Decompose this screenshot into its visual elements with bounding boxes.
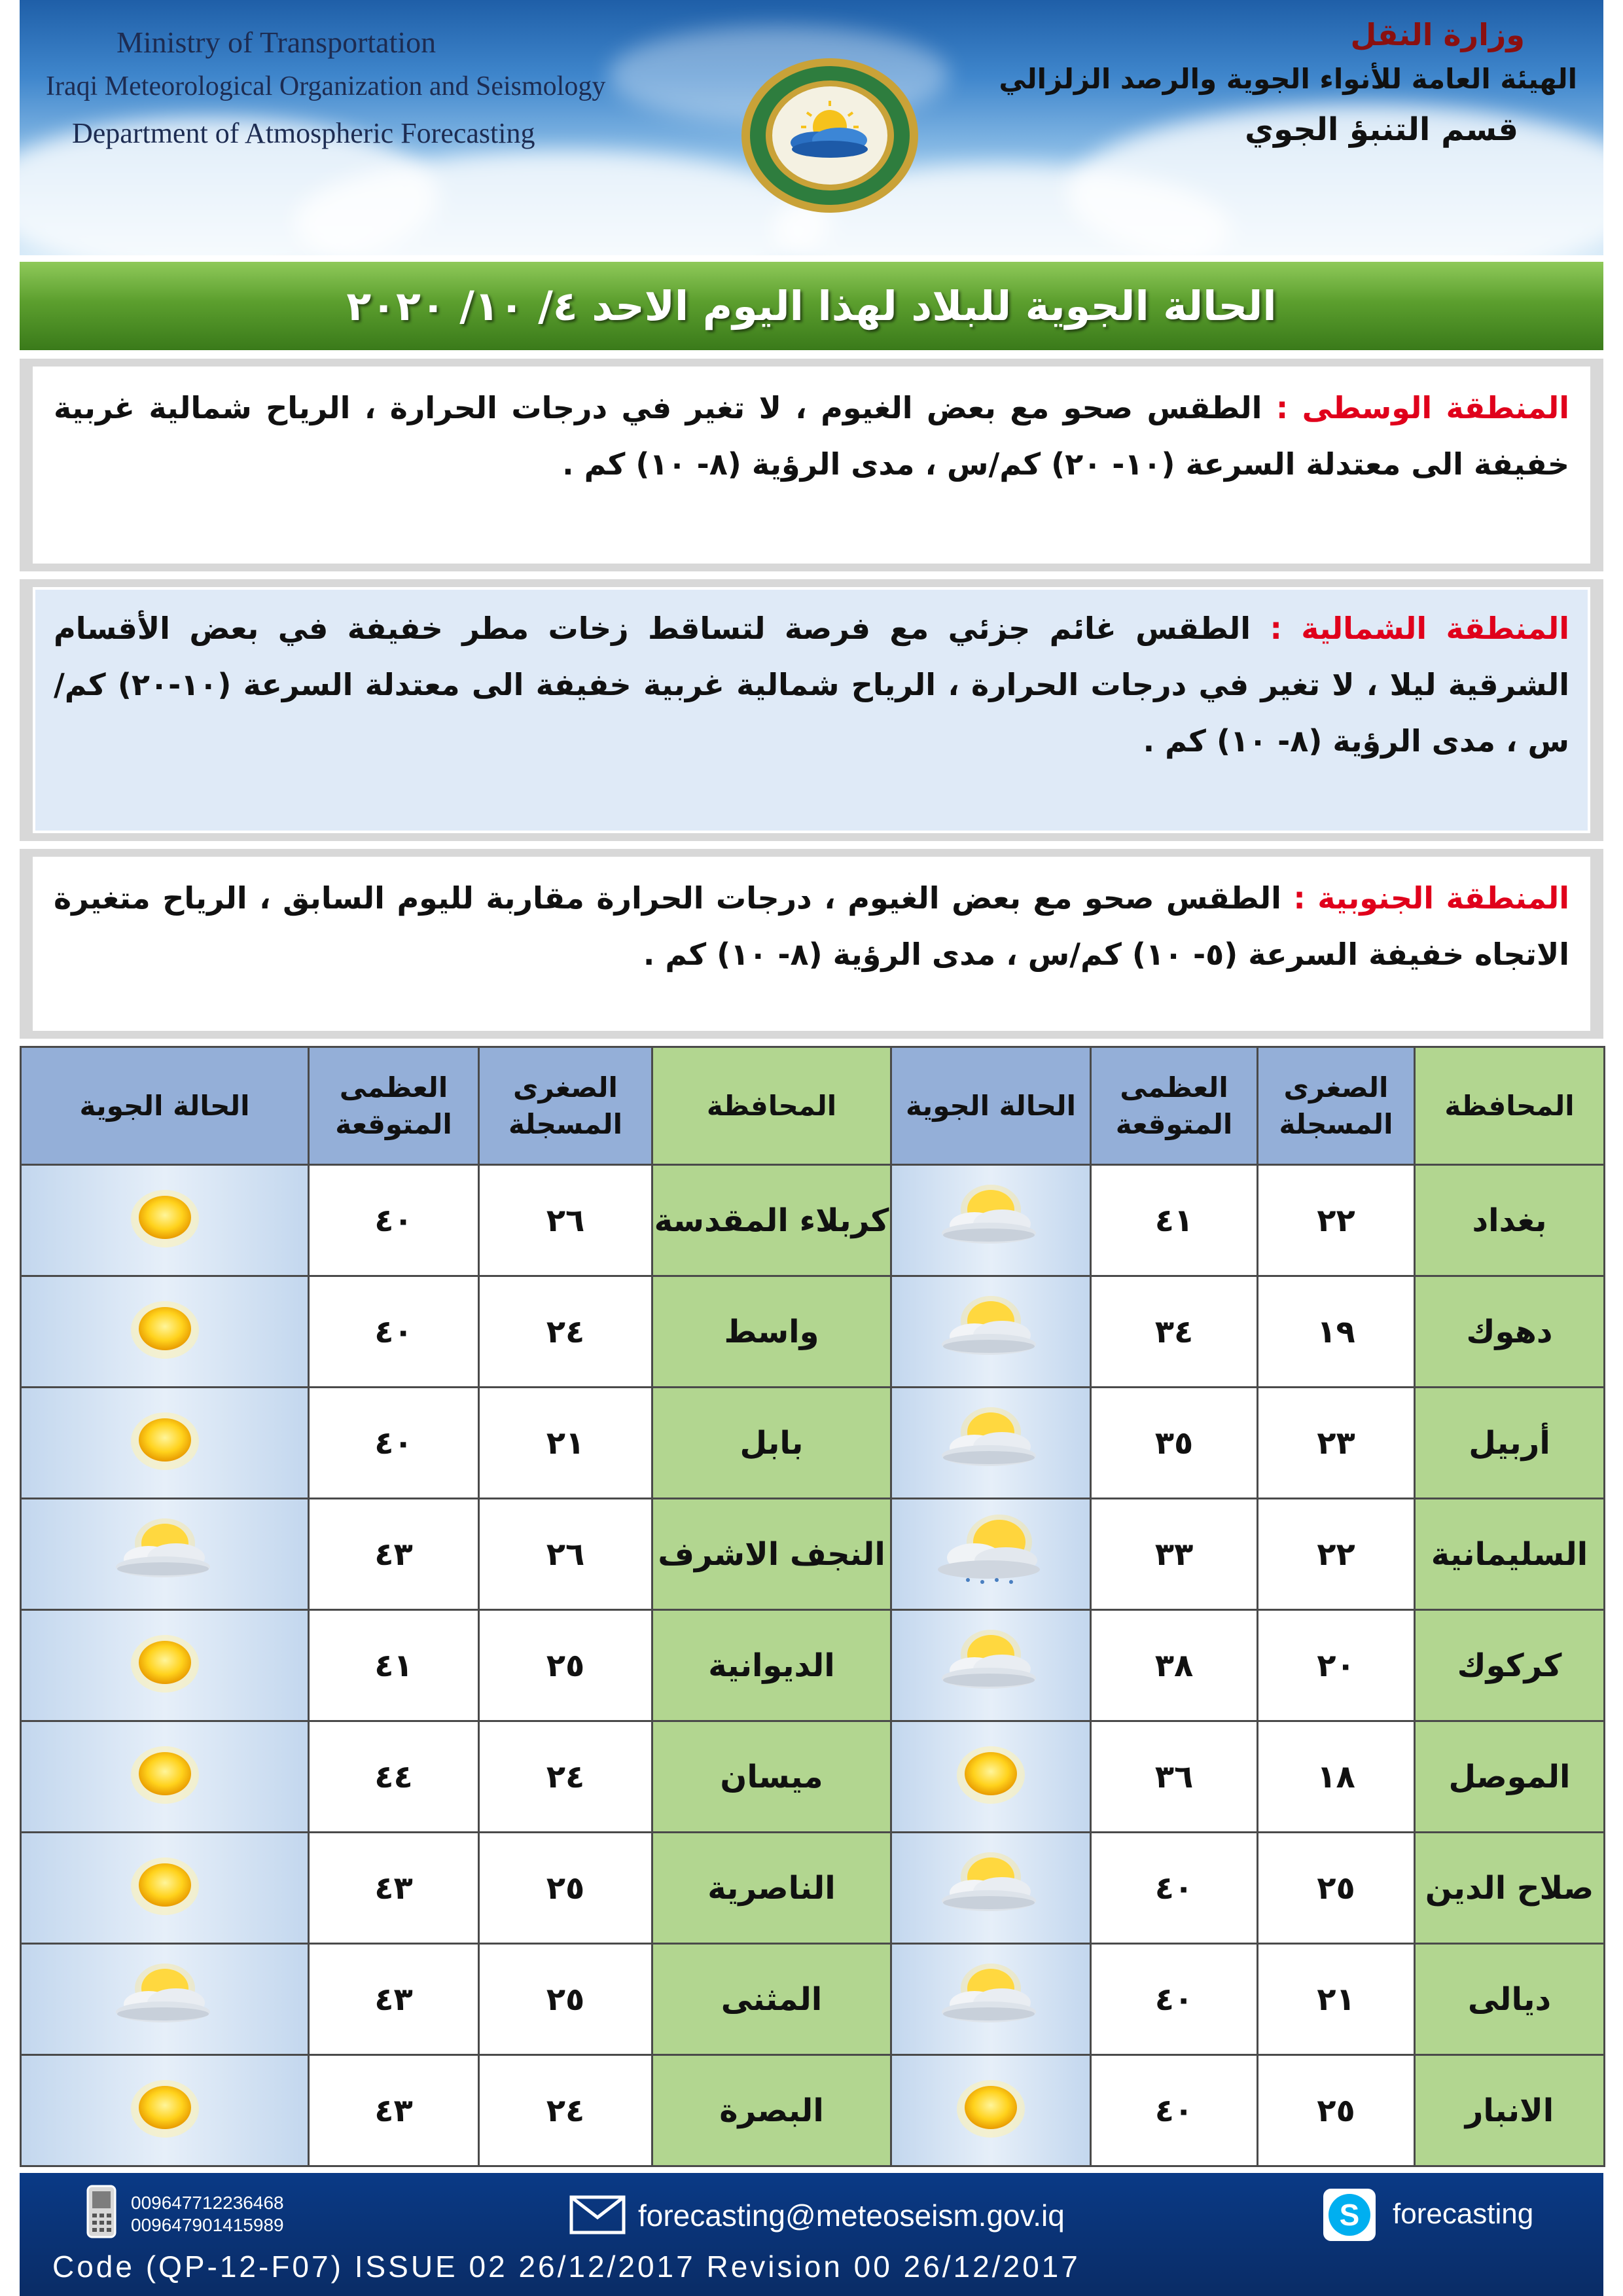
governorate-cell: الموصل [1415, 1721, 1605, 1833]
governorate-cell: السليمانية [1415, 1499, 1605, 1610]
weather-cell [21, 1721, 309, 1833]
header-min-recorded: الصغرى المسجلة [479, 1047, 652, 1165]
phone-icon [85, 2183, 118, 2240]
region-south [20, 849, 1603, 1039]
region-north-name: المنطقة الشمالية : [1270, 611, 1569, 646]
header-ar-ministry: وزارة النقل [1350, 17, 1525, 52]
header-weather: الحالة الجوية [21, 1047, 309, 1165]
weather-cell [891, 1276, 1091, 1388]
weather-cell [891, 1721, 1091, 1833]
title-bar [20, 262, 1603, 350]
table-row [21, 1499, 1605, 1610]
region-north [20, 579, 1603, 841]
cloudy-rain-chance-icon [929, 1515, 1053, 1587]
governorate-cell: دهوك [1415, 1276, 1605, 1388]
max-temp-cell: ٤١ [309, 1610, 479, 1721]
max-temp-cell: ٣٨ [1091, 1610, 1258, 1721]
page-footer [20, 2173, 1603, 2296]
table-row [21, 1276, 1605, 1388]
partly-cloudy-icon [929, 1292, 1053, 1364]
max-temp-cell: ٤٣ [309, 1944, 479, 2055]
page-title: الحالة الجوية للبلاد لهذا اليوم الاحد ٤/ ١٠/ ٢٠٢٠ [346, 282, 1277, 330]
max-temp-cell: ٣٤ [1091, 1276, 1258, 1388]
max-temp-cell: ٣٥ [1091, 1388, 1258, 1499]
weather-cell [21, 1165, 309, 1276]
header-ar-organization: الهيئة العامة للأنواء الجوية والرصد الزلزالي [999, 63, 1577, 95]
phone-number-1: 009647712236468 [131, 2193, 284, 2213]
table-row [21, 1165, 1605, 1276]
weather-cell [891, 1610, 1091, 1721]
header-max-expected: العظمى المتوقعة [1091, 1047, 1258, 1165]
min-temp-cell: ٢٦ [479, 1499, 652, 1610]
header-en-department: Department of Atmospheric Forecasting [72, 117, 535, 149]
weather-cell [21, 1499, 309, 1610]
partly-cloudy-icon [103, 1515, 227, 1587]
header-governorate: المحافظة [1415, 1047, 1605, 1165]
min-temp-cell: ١٩ [1258, 1276, 1415, 1388]
table-row [21, 1610, 1605, 1721]
document-code: Code (QP-12-F07) ISSUE 02 26/12/2017 Revision 00 26/12/2017 [52, 2250, 1080, 2284]
region-central-box [33, 367, 1590, 564]
governorate-cell: كركوك [1415, 1610, 1605, 1721]
governorate-cell: الديوانية [652, 1610, 891, 1721]
sunny-icon [103, 1181, 227, 1253]
weather-cell [21, 1276, 309, 1388]
min-temp-cell: ٢٥ [479, 1944, 652, 2055]
table-row [21, 1833, 1605, 1944]
region-south-name: المنطقة الجنوبية : [1293, 880, 1569, 916]
min-temp-cell: ٢٥ [1258, 2055, 1415, 2166]
min-temp-cell: ٢٥ [479, 1833, 652, 1944]
max-temp-cell: ٣٣ [1091, 1499, 1258, 1610]
partly-cloudy-icon [929, 1181, 1053, 1253]
min-temp-cell: ٢٢ [1258, 1165, 1415, 1276]
table-body [21, 1165, 1605, 2166]
governorate-cell: ديالى [1415, 1944, 1605, 2055]
weather-cell [891, 1833, 1091, 1944]
weather-cell [891, 1499, 1091, 1610]
max-temp-cell: ٤٤ [309, 1721, 479, 1833]
max-temp-cell: ٤٠ [1091, 2055, 1258, 2166]
partly-cloudy-icon [929, 1960, 1053, 2032]
header-ar-department: قسم التنبؤ الجوي [1245, 111, 1518, 148]
governorate-cell: المثنى [652, 1944, 891, 2055]
weather-cell [891, 1944, 1091, 2055]
table-row [21, 2055, 1605, 2166]
min-temp-cell: ٢١ [479, 1388, 652, 1499]
weather-cell [891, 2055, 1091, 2166]
header-en-ministry: Ministry of Transportation [116, 26, 437, 59]
weather-cell [21, 1610, 309, 1721]
partly-cloudy-icon [929, 1848, 1053, 1920]
region-central [20, 359, 1603, 571]
header-en-organization: Iraqi Meteorological Organization and Seismology [46, 71, 606, 101]
partly-cloudy-icon [929, 1403, 1053, 1475]
min-temp-cell: ٢٥ [479, 1610, 652, 1721]
governorate-cell: بابل [652, 1388, 891, 1499]
max-temp-cell: ٤٣ [309, 1499, 479, 1610]
header-weather: الحالة الجوية [891, 1047, 1091, 1165]
governorate-cell: النجف الاشرف [652, 1499, 891, 1610]
sunny-icon [103, 2071, 227, 2143]
min-temp-cell: ٢٠ [1258, 1610, 1415, 1721]
partly-cloudy-icon [929, 1626, 1053, 1698]
min-temp-cell: ٢١ [1258, 1944, 1415, 2055]
max-temp-cell: ٤٣ [309, 2055, 479, 2166]
sunny-icon [929, 1737, 1053, 1809]
governorate-cell: صلاح الدين [1415, 1833, 1605, 1944]
table-header-row [21, 1047, 1605, 1165]
governorate-cell: ميسان [652, 1721, 891, 1833]
region-north-text: الطقس غائم جزئي مع فرصة لتساقط زخات مطر خفيفة في بعض الأقسام الشرقية ليلا ، لا تغير في درجات الحرارة ، الرياح شمالية غربية خفيفة الى معتدلة السرعة (١٠-٢٠) كم/س ، مدى الرؤية (٨- ١٠) كم . [54, 611, 1569, 759]
table-row [21, 1721, 1605, 1833]
min-temp-cell: ٢٢ [1258, 1499, 1415, 1610]
weather-cell [891, 1165, 1091, 1276]
header-max-expected: العظمى المتوقعة [309, 1047, 479, 1165]
region-central-text: الطقس صحو مع بعض الغيوم ، لا تغير في درجات الحرارة ، الرياح شمالية غربية خفيفة الى معتدلة السرعة (١٠- ٢٠) كم/س ، مدى الرؤية (٨- ١٠) كم . [54, 390, 1569, 482]
weather-cell [891, 1388, 1091, 1499]
header-governorate: المحافظة [652, 1047, 891, 1165]
governorate-cell: كربلاء المقدسة [652, 1165, 891, 1276]
table-row [21, 1388, 1605, 1499]
sunny-icon [103, 1403, 227, 1475]
max-temp-cell: ٣٦ [1091, 1721, 1258, 1833]
max-temp-cell: ٤٠ [309, 1388, 479, 1499]
region-central-name: المنطقة الوسطى : [1275, 390, 1570, 425]
region-north-box [33, 587, 1590, 833]
table-row [21, 1944, 1605, 2055]
email-address[interactable]: forecasting@meteoseism.gov.iq [638, 2198, 1065, 2233]
governorate-cell: البصرة [652, 2055, 891, 2166]
weather-cell [21, 2055, 309, 2166]
governorate-cell: واسط [652, 1276, 891, 1388]
max-temp-cell: ٤٠ [309, 1165, 479, 1276]
max-temp-cell: ٤١ [1091, 1165, 1258, 1276]
governorate-cell: أربيل [1415, 1388, 1605, 1499]
region-south-box [33, 857, 1590, 1031]
forecast-table [20, 1046, 1605, 2167]
max-temp-cell: ٤٠ [1091, 1833, 1258, 1944]
organization-seal-icon [738, 54, 921, 217]
governorate-cell: الانبار [1415, 2055, 1605, 2166]
page-header [20, 0, 1603, 255]
min-temp-cell: ٢٥ [1258, 1833, 1415, 1944]
sunny-icon [103, 1626, 227, 1698]
governorate-cell: بغداد [1415, 1165, 1605, 1276]
max-temp-cell: ٤٣ [309, 1833, 479, 1944]
email-icon [569, 2195, 626, 2234]
max-temp-cell: ٤٠ [309, 1276, 479, 1388]
svg-text:S: S [1339, 2198, 1360, 2232]
min-temp-cell: ٢٣ [1258, 1388, 1415, 1499]
min-temp-cell: ٢٦ [479, 1165, 652, 1276]
region-south-text: الطقس صحو مع بعض الغيوم ، درجات الحرارة مقاربة لليوم السابق ، الرياح متغيرة الاتجاه خفيفة السرعة (٥- ١٠) كم/س ، مدى الرؤية (٨- ١٠) كم . [54, 880, 1569, 972]
sunny-icon [103, 1848, 227, 1920]
weather-cell [21, 1388, 309, 1499]
skype-icon [1322, 2187, 1377, 2242]
min-temp-cell: ٢٤ [479, 1276, 652, 1388]
min-temp-cell: ٢٤ [479, 1721, 652, 1833]
max-temp-cell: ٤٠ [1091, 1944, 1258, 2055]
governorate-cell: الناصرية [652, 1833, 891, 1944]
header-min-recorded: الصغرى المسجلة [1258, 1047, 1415, 1165]
skype-name[interactable]: forecasting [1393, 2198, 1534, 2230]
sunny-icon [103, 1292, 227, 1364]
partly-cloudy-icon [103, 1960, 227, 2032]
weather-cell [21, 1944, 309, 2055]
weather-cell [21, 1833, 309, 1944]
min-temp-cell: ١٨ [1258, 1721, 1415, 1833]
sunny-icon [929, 2071, 1053, 2143]
sunny-icon [103, 1737, 227, 1809]
phone-number-2: 009647901415989 [131, 2215, 284, 2235]
min-temp-cell: ٢٤ [479, 2055, 652, 2166]
